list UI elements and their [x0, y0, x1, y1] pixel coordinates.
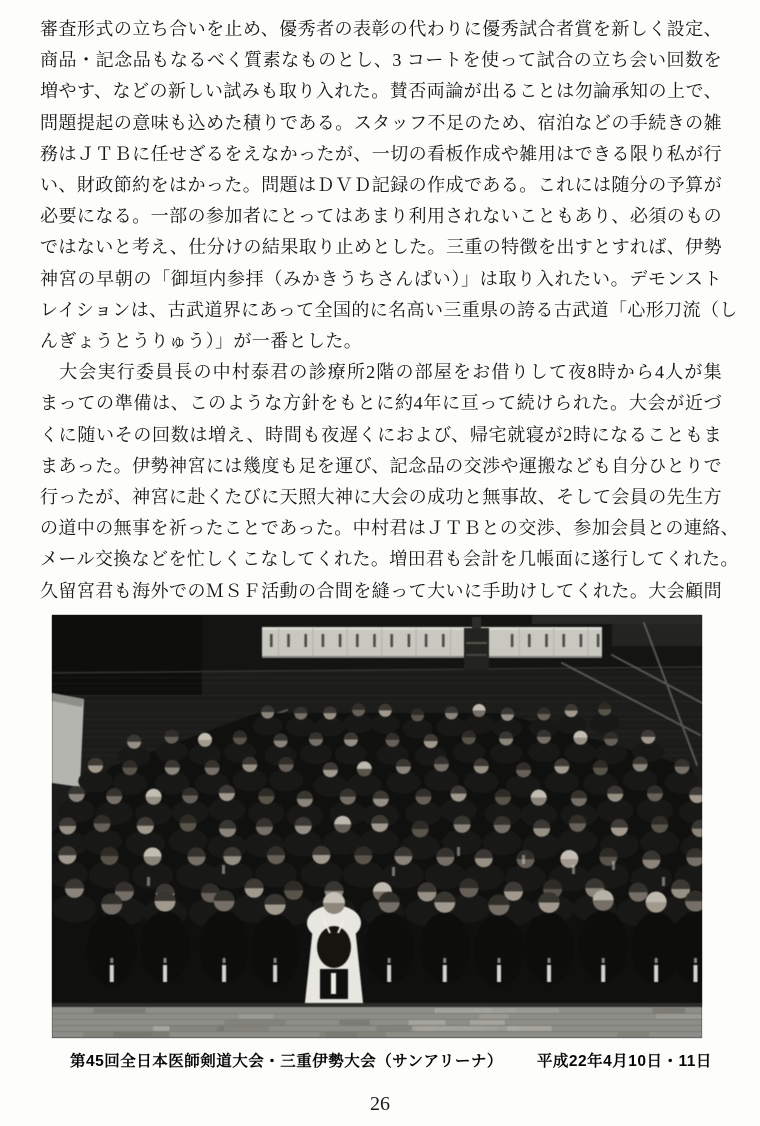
page-number: 26 [370, 1092, 390, 1115]
text-line: レイションは、古武道界にあって全国的に名高い三重県の誇る古武道「心形刀流（し [40, 299, 738, 320]
text-line: んぎょうとうりゅう）」が一番とした。 [40, 331, 363, 352]
text-line: まあった。伊勢神宮には幾度も足を運び、記念品の交渉や運搬なども自分ひとりで [40, 455, 722, 476]
text-line: 久留宮君も海外でのＭＳＦ活動の合間を縫って大いに手助けしてくれた。大会顧問 [40, 580, 722, 601]
text-line: 商品・記念品もなるべく質素なものとし、3 コートを使って試合の立ち会い回数を [40, 50, 722, 71]
text-line: 審査形式の立ち合いを止め、優秀者の表彰の代わりに優秀試合者賞を新しく設定、 [40, 19, 722, 39]
text-line: い、財政節約をはかった。問題はＤＶＤ記録の作成である。これには随分の予算が [40, 175, 722, 196]
text-line: メール交換などを忙しくこなしてくれた。増田君も会計を几帳面に遂行してくれた。 [40, 549, 739, 570]
banner [262, 627, 602, 659]
whiteboard [52, 693, 84, 787]
text-line: くに随いその回数は増え、時間も夜遅くにおよび、帰宅就寝が2時になることもま [40, 424, 722, 445]
photo-caption-title: 第45回全日本医師剣道大会・三重伊勢大会（サンアリーナ） [70, 1052, 503, 1070]
text-line: 行ったが、神宮に赴くたびに天照大神に大会の成功と無事故、そして会員の先生方 [40, 487, 722, 508]
kendo-group-photo-illustration [52, 615, 702, 1038]
text-line: 必要になる。一部の参加者にとってはあまり利用されないこともあり、必須のもの [40, 206, 722, 227]
text-line: ではないと考え、仕分けの結果取り止めとした。三重の特徴を出すとすれば、伊勢 [40, 237, 722, 258]
text-line: の道中の無事を祈ったことであった。中村君はＪＴＢとの交渉、参加会員との連絡、 [40, 518, 740, 539]
text-line: 問題提起の意味も込めた積りである。スタッフ不足のため、宿泊などの手続きの雑 [40, 112, 722, 133]
text-line: 増やす、などの新しい試みも取り入れた。賛否両論が出ることは勿論承知の上で、 [40, 81, 722, 102]
text-line: 神宮の早朝の「御垣内参拝（みかきうちさんぱい）」は取り入れたい。デモンスト [40, 268, 722, 289]
photo-caption-date: 平成22年4月10日・11日 [536, 1052, 712, 1070]
text-line: 大会実行委員長の中村泰君の診療所2階の部屋をお借りして夜8時から4人が集 [40, 362, 722, 383]
text-line: まっての準備は、このような方針をもとに約4年に亘って続けられた。大会が近づ [40, 393, 722, 414]
photo-caption [70, 1049, 760, 1071]
group-photo [52, 615, 702, 1038]
text-line: 務はＪＴＢに任せざるをえなかったが、一切の看板作成や雑用はできる限り私が行 [40, 143, 722, 164]
